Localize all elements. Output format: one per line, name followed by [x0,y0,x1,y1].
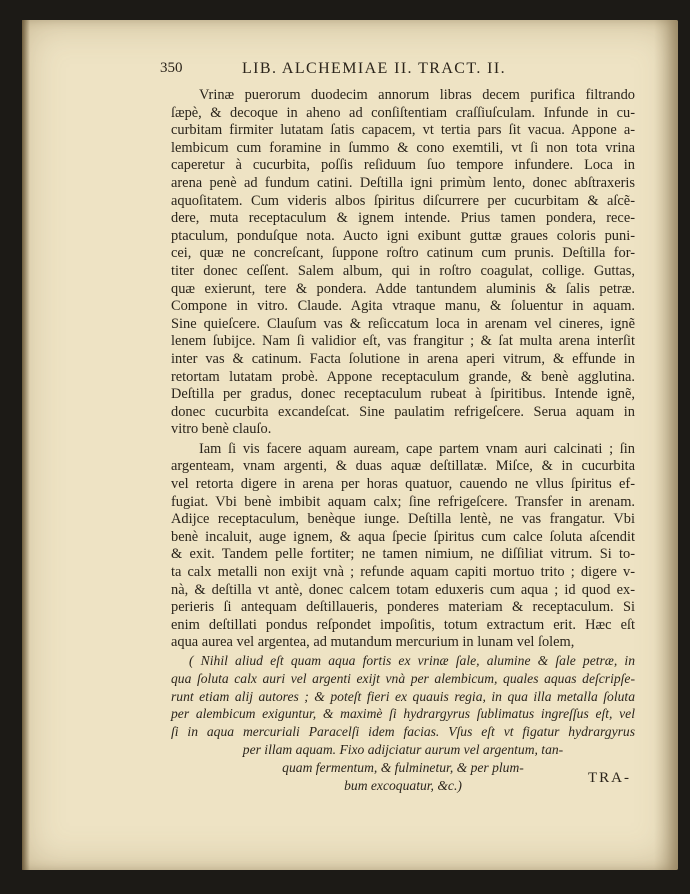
page-header [160,60,600,86]
catchword: TRA- [588,770,631,786]
text-line: enim deſtillati pondus reſpondet impoſitis, totum extractum erit. Hæc eſt [171,616,635,633]
text-line: Vrinæ puerorum duodecim annorum libras decem purifica filtrando [199,87,635,103]
text-line: inter vas & catinum. Facta ſolutione in arena aperi vitrum, & effunde in [171,350,635,367]
note-line: per illam aquam. Fixo adijciatur aurum vel argentum, tan- [242,741,564,757]
text-line: ptaculum, ponduſque nota. Aucto igni exibunt guttæ graues coloris puni- [171,227,635,244]
text-line: titer donec ceſſent. Salem album, qui in roſtro coagulat, collige. Guttas, [171,262,635,279]
text-line: curbitam firmiter lutatam ſatis capacem, vt tertia pars ſit vacua. Appone a- [171,122,635,139]
text-line: quæ exierunt, tere & pondera. Adde tantundem aluminis & ſalis petræ. [171,280,635,297]
text-line: arena penè ad fundum catini. Deſtilla igni primùm lento, donec abſtraxeris [171,174,635,191]
note-line: ſi in aqua mercuriali Paracelſi idem facias. Vſus eſt vt figatur hydrargyrus [171,724,635,740]
text-line: caperetur à cucurbita, poſſis reſiduum ſuo tempore infundere. Loca in [171,157,635,174]
text-line: benè incaluit, auge ignem, & aqua ſpecie ſpiritus cum calce ſoluta aſcendit [171,528,635,545]
text-line: lenem ſubijce. Nam ſi validior eſt, vas frangitur ; & ſat multa arena interſit [171,333,635,350]
text-line: lembicum cum foramine in ſummo & cono exemtili, vt ſi non tota vrina [171,139,635,156]
text-line: ſæpè, & decoque in aheno ad conſiſtentiam craſſiuſculam. Infunde in cu- [171,104,635,121]
page-body [171,87,635,794]
note-line: qua ſoluta calx auri vel argenti exijt vnà per alembicum, quales aquas deſcripſe- [171,670,635,686]
text-line: perieris ſi antequam deſtillaueris, ponderes materiam & receptaculum. Si [171,599,635,616]
note-line: bum excoquatur, &c.) [344,777,462,793]
running-head: LIB. ALCHEMIAE II. TRACT. II. [242,60,506,77]
text-line: nà, & deſtilla vt antè, donec calcem totam eduxeris cum aqua ; id quod ex- [171,581,635,598]
note-line: quam fermentum, & fulminetur, & per plum- [282,759,524,775]
text-line: fugiat. Vbi benè imbibit aquam calx; ſine refrigeſcere. Transfer in arenam. [171,493,635,510]
text-line: Sine quieſcere. Clauſum vas & reſiccatum loca in arenam vel cineres, ignẽ [171,315,635,332]
text-line: Deſtilla per gradus, donec receptaculum rubeat à ſpiritibus. Intende ignẽ, [171,386,635,403]
text-line: ta calx metalli non exijt vnà ; refunde aquam capiti mortuo trito ; digere v- [171,564,635,581]
text-line: donec cucurbita excandeſcat. Sine paulatim refrigeſcere. Serua aquam in [171,403,635,420]
text-line: argenteam, vnam argenti, & duas aquæ deſtillatæ. Miſce, & in cucurbita [171,458,635,475]
page-number: 350 [160,60,183,76]
text-line: Compone in vitro. Claude. Agita vtraque manu, & ſoluentur in aquam. [171,298,635,315]
text-line: cei, quæ ne concreſcant, ſuppone roſtro catinum cum prunis. Deſtilla for- [171,245,635,262]
note-line: ( Nihil aliud eſt quam aqua fortis ex vrinæ ſale, alumine & ſale petræ, in [189,653,635,668]
text-line: vitro benè clauſo. [171,421,272,438]
note-line: per alembicum exiguntur, & maximè ſi hydrargyrus ſublimatus ingreſſus eſt, vel [171,706,635,722]
text-line: aquoſitatem. Cum videris albos ſpiritus diſcurrere per cucurbitam & aſcẽ- [171,192,635,209]
text-line: aqua aurea vel argentea, ad mutandum mercurium in lunam vel ſolem, [171,634,575,651]
text-line: Iam ſi vis facere aquam auream, cape partem vnam auri calcinati ; ſin [199,440,635,457]
page-fore-edge-shadow [654,20,678,870]
text-line: vel retorta digere in arena per horas quatuor, cauendo ne vllus ſpiritus ef- [171,476,635,493]
note-line: runt etiam alij autores ; & poteſt fieri ex quauis regia, in qua illa metalla ſoluta [171,688,635,704]
text-line: retortam lutatam probè. Appone receptaculum grande, & benè agglutina. [171,368,635,385]
text-line: & exit. Tandem pelle fortiter; ne tamen nimium, ne diſſiliat vitrum. Si to- [171,546,635,563]
text-line: Adijce receptaculum, benèque iunge. Deſtilla lentè, ne vas frangatur. Vbi [171,511,635,528]
text-line: dere, muta receptaculum & ignem intende. Prius tamen pondera, rece- [171,210,635,227]
page-gutter-shadow [22,20,30,870]
